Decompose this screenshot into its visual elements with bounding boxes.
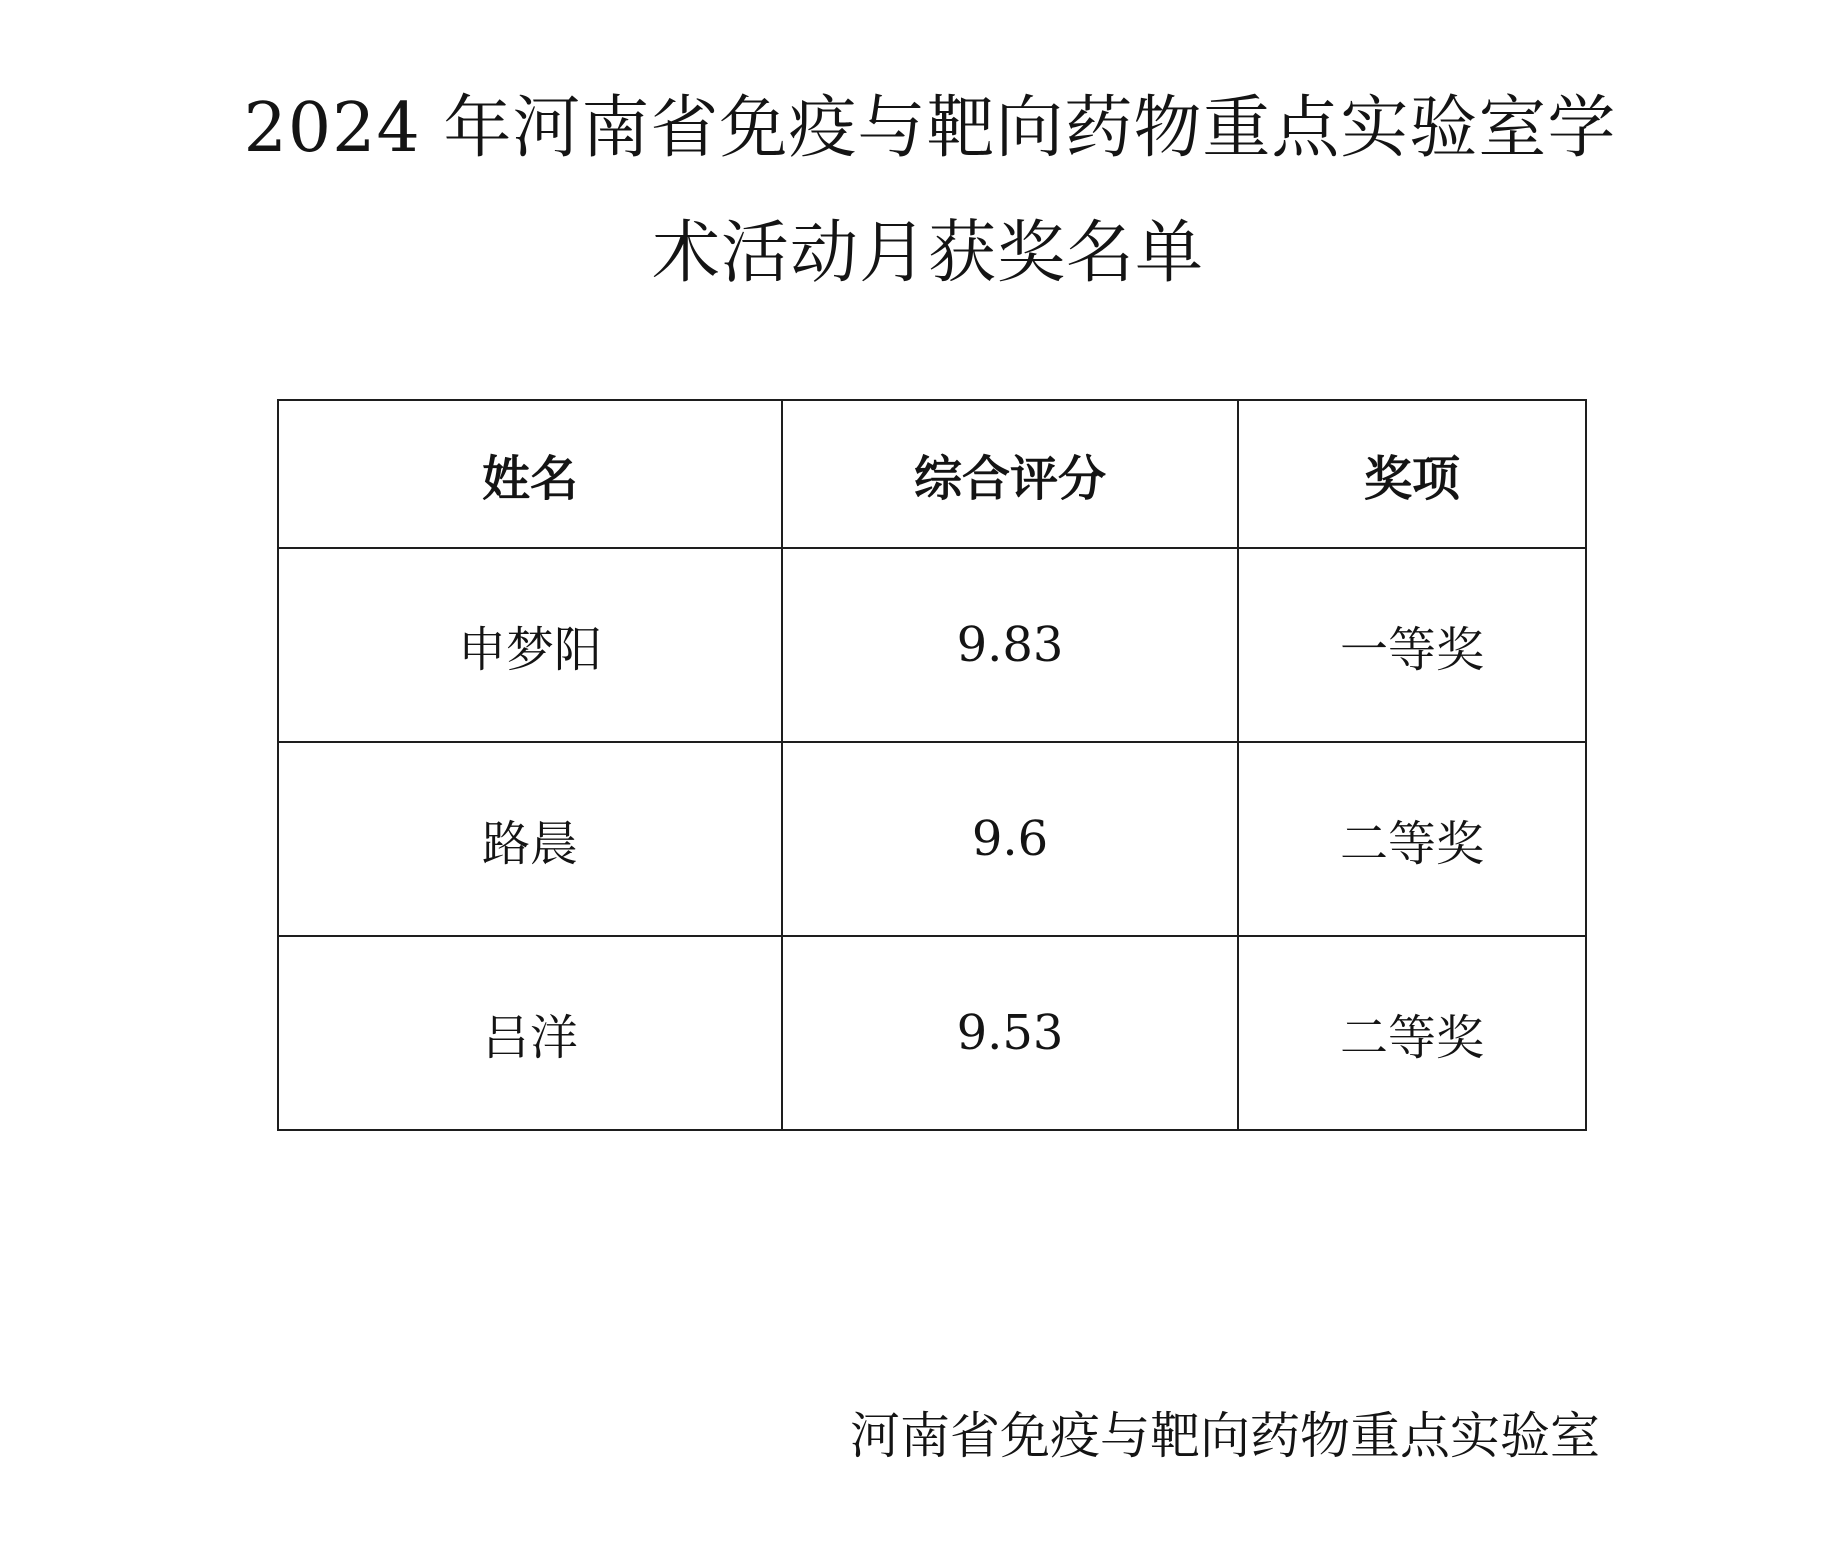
cell-award: 一等奖 [1238,548,1586,742]
table-row [278,742,1586,936]
cell-name: 申梦阳 [278,548,782,742]
issuing-organization: 河南省免疫与靶向药物重点实验室 [850,1407,1600,1465]
table-row [278,936,1586,1130]
cell-award: 二等奖 [1238,742,1586,936]
header-award: 奖项 [1238,400,1586,548]
document-title-line-1: 2024 年河南省免疫与靶向药物重点实验室学 [243,89,1617,168]
cell-score: 9.6 [782,742,1238,936]
cell-name: 吕洋 [278,936,782,1130]
cell-name: 路晨 [278,742,782,936]
award-winners-table [277,399,1587,1131]
header-name: 姓名 [278,400,782,548]
cell-score: 9.83 [782,548,1238,742]
table-row [278,548,1586,742]
table-header-row [278,400,1586,548]
cell-award: 二等奖 [1238,936,1586,1130]
document-title-line-2: 术活动月获奖名单 [651,214,1204,293]
header-score: 综合评分 [782,400,1238,548]
cell-score: 9.53 [782,936,1238,1130]
